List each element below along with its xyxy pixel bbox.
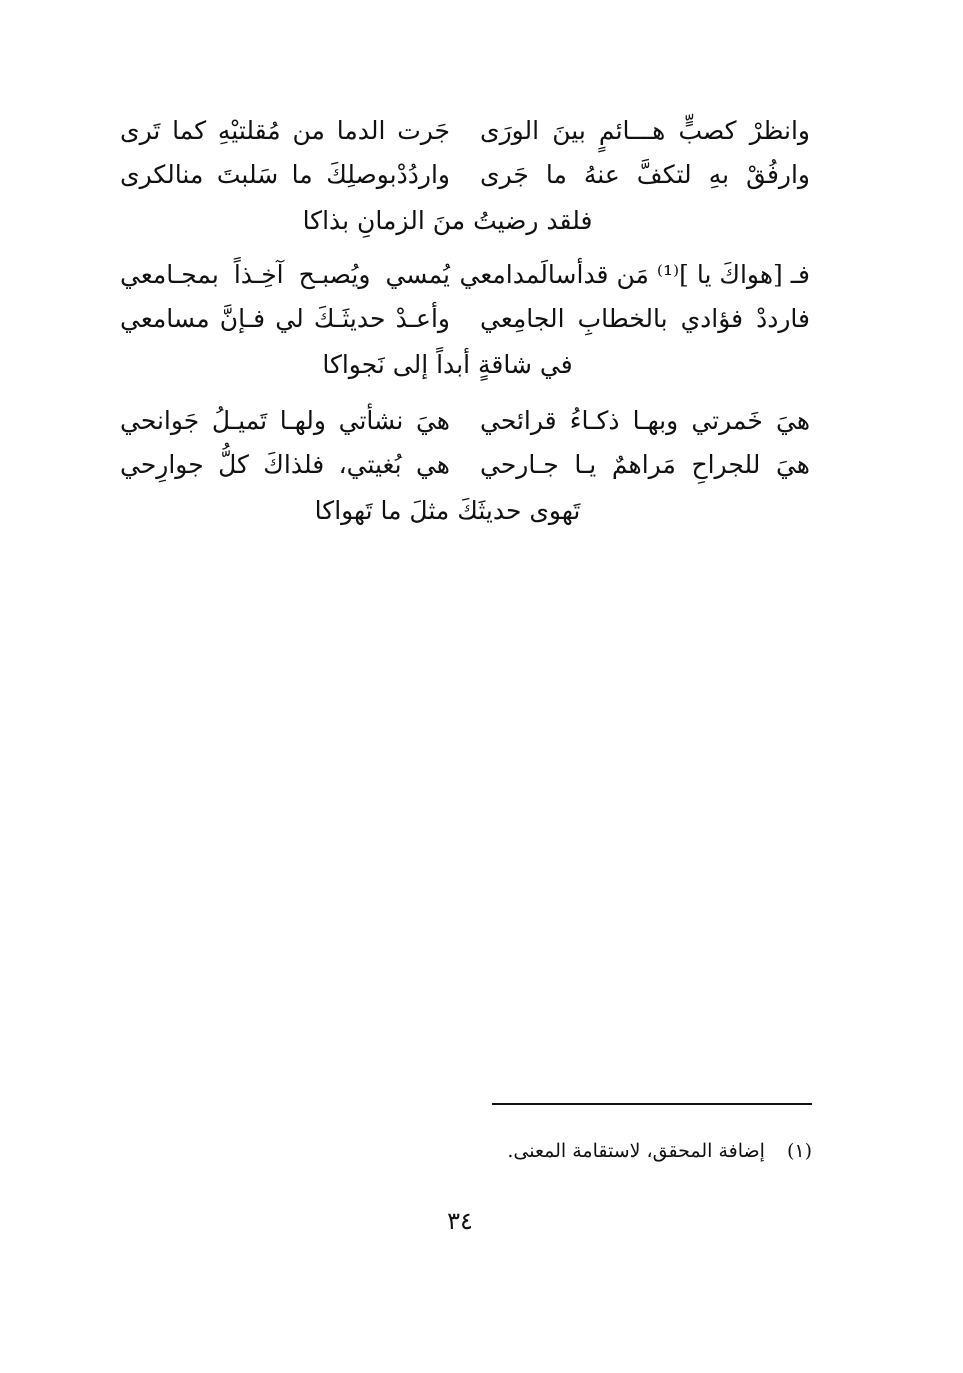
- stanza-3: [120, 398, 810, 536]
- hemistich-right: هيَ للجراحِ مَراهمٌ يـا جـارحي: [480, 449, 810, 479]
- hemistich-left: هيَ نشأتي ولهـا تَميـلُ جَوانحي: [120, 405, 450, 435]
- verse: [120, 108, 810, 152]
- refrain-line: تَهوى حديثَكَ مثلَ ما تَهواكا: [314, 496, 581, 525]
- stanza-1: [120, 108, 810, 246]
- verse: [120, 152, 810, 196]
- hemistich-right: وارفُقْ بهِ لتكفَّ عنهُ ما جَرى: [480, 159, 810, 189]
- footnote-text: إضافة المحقق، لاستقامة المعنى.: [507, 1140, 765, 1162]
- hemistich-right: فارددْ فؤادي بالخطابِ الجامِعي: [480, 303, 810, 333]
- footnote-divider: [492, 1103, 812, 1105]
- hemistich-right: وانظرْ كصبٍّ هـــائمٍ بينَ الورَى: [480, 115, 810, 145]
- hemistich-left: واردُدْبوصلِكَ ما سَلبتَ منالكرى: [120, 159, 450, 189]
- hemistich-left: هي بُغيتي، فلذاكَ كلُّ جوارِحي: [120, 449, 450, 479]
- hemistich-left: يُمسي ويُصبـح آخِـذاً بمجـامعي: [120, 259, 450, 289]
- page-number: ٣٤: [447, 1207, 473, 1235]
- hemistich-left: جَرت الدما من مُقلتيْهِ كما تَرى: [120, 115, 450, 145]
- verse: [120, 252, 810, 296]
- hemistich-left: وأعـدْ حديثَـكَ لي فـإنَّ مسامعي: [120, 303, 450, 333]
- refrain-line: في شاقةٍ أبداً إلى نَجواكا: [322, 350, 573, 379]
- stanza-2: [120, 252, 810, 390]
- verse: [120, 442, 810, 486]
- verse: [120, 296, 810, 340]
- hemistich-right: فـ [هواكَ يا ]⁽¹⁾ مَن قدأسالَمدامعي: [459, 259, 810, 289]
- footnote: [420, 1140, 812, 1162]
- footnote-marker: (١): [786, 1140, 812, 1162]
- refrain-line: فلقد رضيتُ منَ الزمانِ بذاكا: [302, 206, 593, 235]
- verse: [120, 398, 810, 442]
- hemistich-right: هيَ خَمرتي وبهـا ذكـاءُ قرائحي: [480, 405, 810, 435]
